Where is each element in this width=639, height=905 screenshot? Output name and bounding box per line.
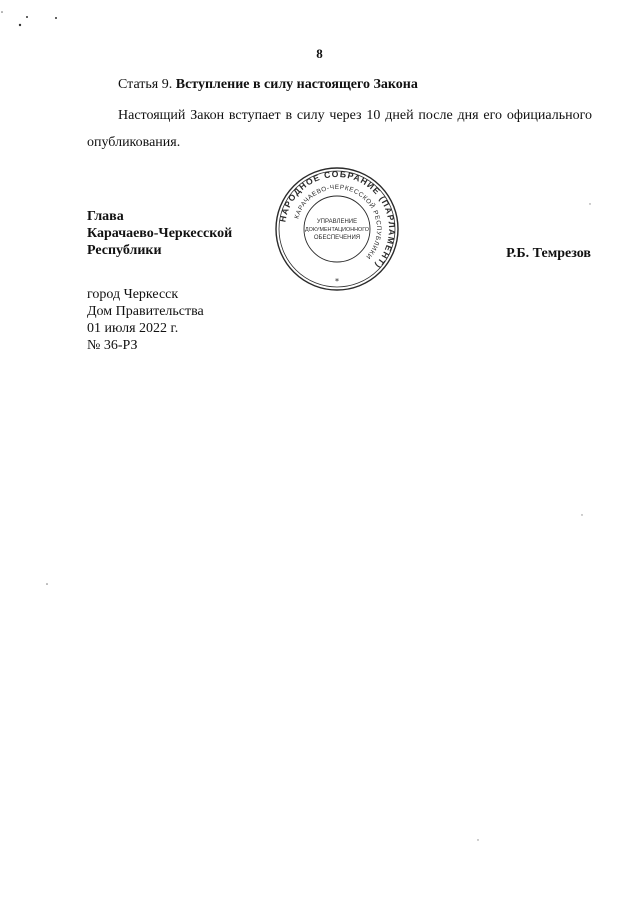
official-seal	[274, 164, 400, 294]
seal-center-line: ДОКУМЕНТАЦИОННОГО	[305, 227, 369, 233]
place-and-date	[87, 286, 204, 354]
signer-name: Р.Б. Темрезов	[506, 246, 591, 261]
place-building: Дом Правительства	[87, 304, 204, 319]
signer-position	[87, 208, 232, 259]
article-heading	[118, 77, 418, 93]
seal-outer-text: НАРОДНОЕ СОБРАНИЕ (ПАРЛАМЕНТ)	[277, 168, 398, 272]
document-date: 01 июля 2022 г.	[87, 321, 179, 336]
signer-position-line: Республики	[87, 243, 162, 258]
article-title: Вступление в силу настоящего Закона	[175, 77, 418, 92]
page-number: 8	[316, 46, 323, 61]
document-number: № 36-РЗ	[87, 338, 138, 353]
article-label: Статья 9.	[118, 77, 173, 92]
seal-center-line: УПРАВЛЕНИЕ	[316, 219, 358, 225]
seal-center-line: ОБЕСПЕЧЕНИЯ	[313, 235, 361, 241]
seal-inner-text: КАРАЧАЕВО-ЧЕРКЕССКОЙ РЕСПУБЛИКИ	[293, 183, 383, 261]
signer-position-line: Карачаево-Черкесской	[87, 226, 233, 241]
signer-position-line: Глава	[87, 209, 124, 224]
article-body: Настоящий Закон вступает в силу через 10 дней после дня его официального опубликования.	[87, 108, 592, 150]
seal-star-icon: *	[335, 277, 339, 286]
place-city: город Черкесск	[87, 287, 179, 302]
